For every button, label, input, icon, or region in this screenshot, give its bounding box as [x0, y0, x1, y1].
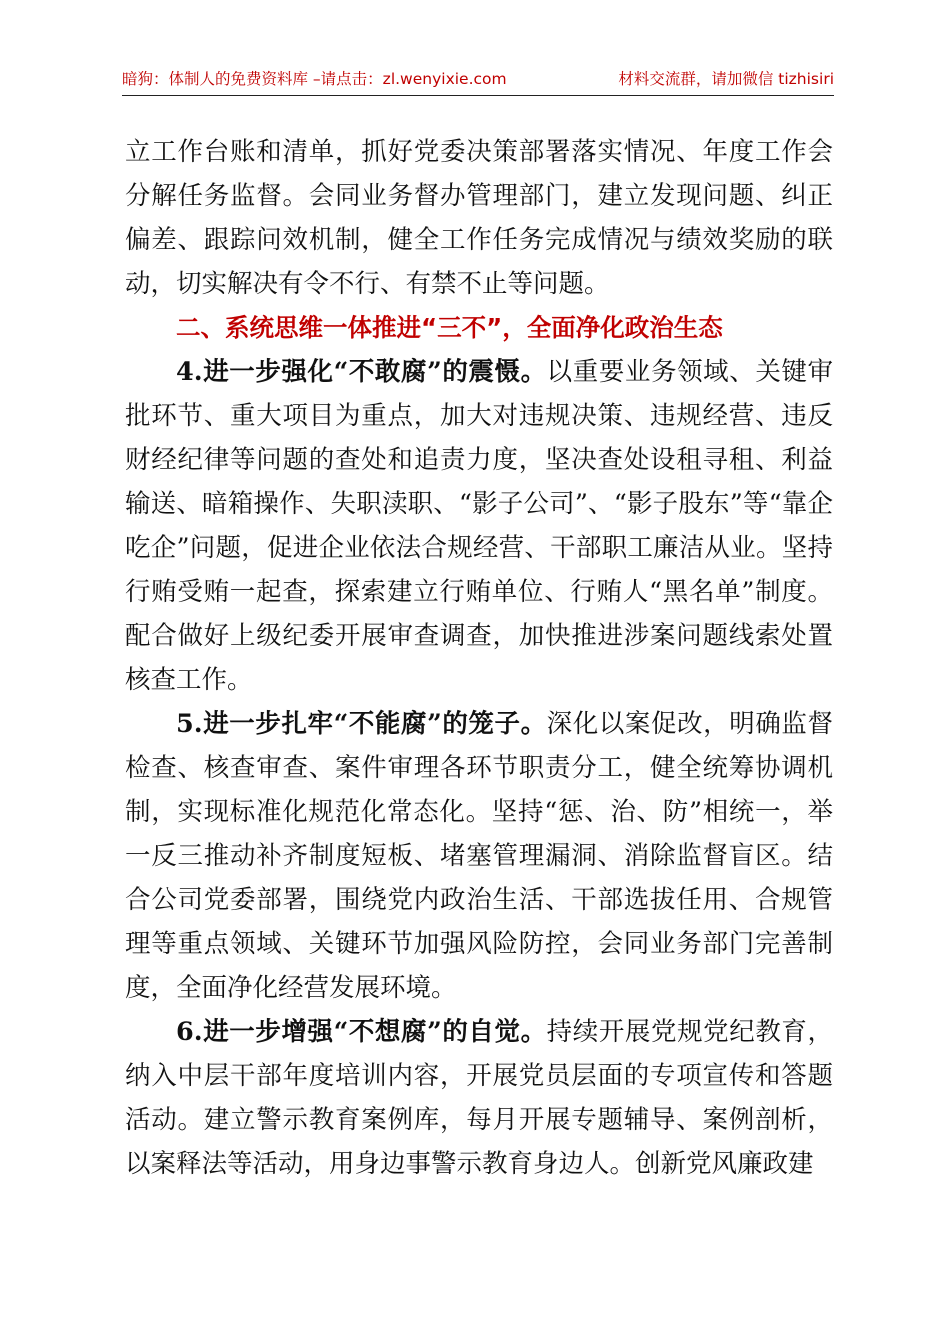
paragraph-continuation: 立工作台账和清单，抓好党委决策部署落实情况、年度工作会分解任务监督。会同业务督办管理部门，建立发现问题、纠正偏差、跟踪问效机制，健全工作任务完成情况与绩效奖励的联动，切实解决有令不行、有禁不止等问题。	[125, 137, 833, 299]
item-6-title: 6.进一步增强“不想腐”的自觉。	[176, 1017, 547, 1047]
item-6-body: 持续开展党规党纪教育，纳入中层干部年度培训内容，开展党员层面的专项宣传和答题活动。建立警示教育案例库，每月开展专题辅导、案例剖析，以案释法等活动，用身边事警示教育身边人。创新党风廉政建	[125, 1017, 833, 1179]
section-heading-2: 二、系统思维一体推进“三不”，全面净化政治生态	[176, 313, 723, 342]
paragraph-item-5	[125, 702, 833, 1010]
document-body	[125, 130, 833, 1186]
header-divider	[122, 95, 834, 96]
paragraph-item-4	[125, 350, 833, 702]
item-5-title: 5.进一步扎牢“不能腐”的笼子。	[176, 709, 547, 739]
header-right-text: 材料交流群，请加微信 tizhisiri	[618, 70, 834, 88]
item-4-body: 以重要业务领域、关键审批环节、重大项目为重点，加大对违规决策、违规经营、违反财经纪律等问题的查处和追责力度，坚决查处设租寻租、利益输送、暗箱操作、失职渎职、“影子公司”、“影子股东”等“靠企吃企”问题，促进企业依法合规经营、干部职工廉洁从业。坚持行贿受贿一起查，探索建立行贿单位、行贿人“黑名单”制度。配合做好上级纪委开展审查调查，加快推进涉案问题线索处置核查工作。	[125, 357, 833, 695]
paragraph-item-6	[125, 1010, 833, 1186]
item-5-body: 深化以案促改，明确监督检查、核查审查、案件审理各环节职责分工，健全统筹协调机制，实现标准化规范化常态化。坚持“惩、治、防”相统一，举一反三推动补齐制度短板、堵塞管理漏洞、消除监督盲区。结合公司党委部署，围绕党内政治生活、干部选拔任用、合规管理等重点领域、关键环节加强风险防控，会同业务部门完善制度，全面净化经营发展环境。	[125, 709, 833, 1003]
header-left-text: 暗狗：体制人的免费资料库 –请点击：zl.wenyixie.com	[122, 70, 507, 88]
page-header	[122, 66, 834, 92]
item-4-title: 4.进一步强化“不敢腐”的震慑。	[176, 357, 547, 387]
